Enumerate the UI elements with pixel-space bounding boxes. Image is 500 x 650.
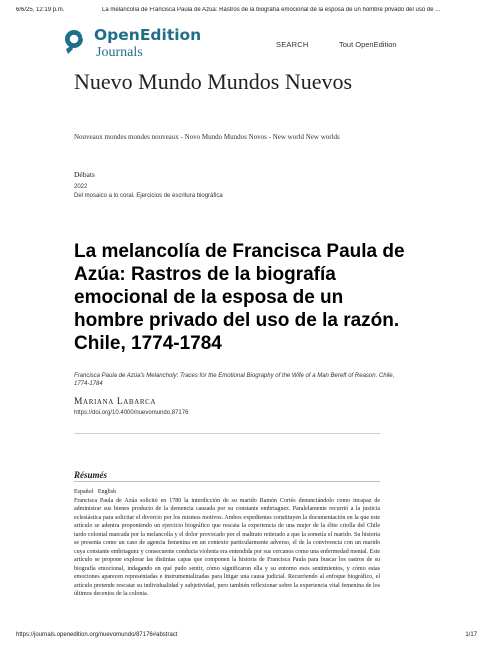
logo-secondary-text: Journals: [96, 45, 143, 60]
lang-tab-english[interactable]: English: [97, 489, 117, 495]
nav-search-link[interactable]: SEARCH: [276, 40, 309, 49]
print-footer: [16, 632, 484, 642]
dossier-title[interactable]: Del mosaico a lo coral. Ejercicios de escritura biográfica: [74, 193, 223, 199]
print-page-number: 1/17: [465, 632, 477, 638]
nav-tout-openedition-link[interactable]: Tout OpenEdition: [339, 40, 397, 49]
abstract-language-tabs: [74, 489, 119, 495]
print-datetime: 6/6/25, 12:19 p.m.: [16, 7, 65, 13]
article-doi-link[interactable]: https://doi.org/10.4000/nuevomundo.87176: [74, 410, 189, 416]
article-title: La melancolía de Francisca Paula de Azúa: Rastros de la biografía emocional de la esposa de un hombre privado del uso de la razón. Chile, 1774-1784: [74, 241, 405, 354]
openedition-logo-icon: [62, 28, 92, 58]
lang-tab-espanol[interactable]: Español: [74, 489, 94, 495]
journal-subtitle: Nouveaux mondes mondes nouveaux - Novo Mundo Mundos Novos - New world New worlds: [74, 133, 340, 141]
divider: [74, 481, 380, 482]
openedition-logo[interactable]: [62, 26, 262, 66]
section-label[interactable]: Débats: [74, 170, 95, 179]
site-header: [62, 26, 452, 66]
print-url: https://journals.openedition.org/nuevomundo/87176#abstract: [16, 632, 178, 638]
print-header: [16, 7, 484, 17]
abstract-text: Francisca Paula de Azúa solicitó en 1780 la interdicción de su marido Ramón Cortés denunciándolo como incapaz de administrar sus bienes producto de la demencia causada por su constante embriaguez. Paralelamente recurrió a la justicia eclesiástica para solicitar el divorcio por los mismos motivos. Ambos expedientes constituyen la documentación en la que este artículo se adentra proponiendo un ejercicio biográfico que rescata la experiencia de una mujer de la élite criolla del Chile tardo colonial marcada por la melancolía y el dolor provocado por el maltrato reiterado a que la sometía el marido. Su historia se presenta como un caso de agencia femenina en un contexto particularmente adverso, el de la convivencia con un marido cuya constante embriaguez y consecuente conducta violenta era entendida por sus cercanos como una enfermedad mental. Este artículo se propone explorar las distintas capas que componen la historia de Francisca Paula para buscar los rastros de su biografía emocional, indagando en qué pudo sentir, cómo significaron ella y su entorno esos sentimientos, y cómo estas emociones aparecen representadas e instrumentalizadas para litigar una causa judicial. Recurriendo al enfoque biográfico, el artículo pretende rescatar su individualidad y subjetividad, pero también reflexionar sobre la experiencia vital femenina de los últimos decenios de la colonia.: [74, 498, 380, 597]
print-document-title: La melancolía de Francisca Paula de Azúa: Rastros de la biografía emocional de la esposa de un hombre privado del uso de ...: [102, 7, 441, 13]
resumes-heading: Résumés: [74, 470, 108, 480]
article-author[interactable]: Mariana Labarca: [74, 397, 157, 407]
issue-year[interactable]: 2022: [74, 184, 88, 190]
divider: [74, 433, 380, 434]
journal-title[interactable]: Nuevo Mundo Mundos Nuevos: [74, 69, 353, 94]
article-translated-title: Francisca Paula de Azúa's Melancholy: Traces for the Emotional Biography of the Wife of a Man Bereft of Reason. Chile, 1774-1784: [74, 373, 395, 387]
logo-primary-text: OpenEdition: [94, 26, 202, 44]
